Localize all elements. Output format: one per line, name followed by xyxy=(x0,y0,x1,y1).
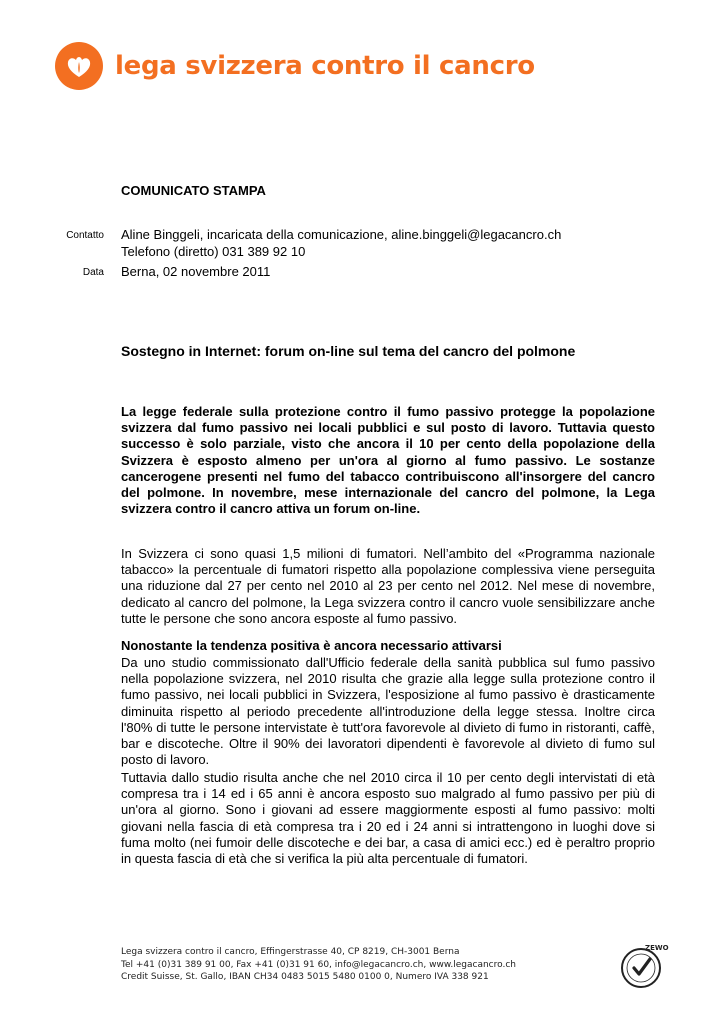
brand-name: lega svizzera contro il cancro xyxy=(115,51,535,81)
body-paragraph: In Svizzera ci sono quasi 1,5 milioni di fumatori. Nell’ambito del «Programma nazionale tabacco» la percentuale di fumatori rispetto alla popolazione complessiva viene perseguita una riduzione dal 27 per cento nel 2010 al 23 per cento nel 2012. Nel mese di novembre, dedicato al cancro del polmone, la Lega svizzera contro il cancro vuole sensibilizzare anche tutte le persone che sono ancora esposte al fumo passivo. xyxy=(121,546,655,626)
footer-line: Credit Suisse, St. Gallo, IBAN CH34 0483 5015 5480 0100 0, Numero IVA 338 921 xyxy=(121,972,489,982)
section-subheading: Nonostante la tendenza positiva è ancora necessario attivarsi xyxy=(121,638,502,653)
body-paragraph: Da uno studio commissionato dall'Ufficio federale della sanità pubblica sul fumo passivo nella popolazione svizzera, nel 2010 risulta che grazie alla legge sulla protezione contro il fumo passivo, nei locali pubblici in Svizzera, l'esposizione al fumo passivo è drasticamente diminuita rispetto al periodo precedente all'introduzione della legge stessa. Inoltre circa l'80% di tutte le persone intervistate è tutt'ora favorevole al divieto di fumo in ristoranti, caffè, bar e discoteche. Oltre il 90% dei lavoratori dipendenti è favorevole al divieto di fumo sul posto di lavoro. xyxy=(121,655,655,768)
brand-logo xyxy=(55,42,535,90)
seal-label: ZEWO xyxy=(645,944,669,952)
lead-paragraph: La legge federale sulla protezione contro il fumo passivo protegge la popolazione svizzera dal fumo passivo nei locali pubblici e sul posto di lavoro. Tuttavia questo successo è solo parziale, visto che ancora il 10 per cento della popolazione della Svizzera è esposto almeno per un'ora al giorno al fumo passivo. Le sostanze cancerogene presenti nel fumo del tabacco contribuiscono all'insorgere del cancro del polmone. In novembre, mese internazionale del cancro del polmone, la Lega svizzera contro il cancro attiva un forum on-line. xyxy=(121,404,655,517)
date-value: Berna, 02 novembre 2011 xyxy=(121,264,271,279)
press-release-title: Sostegno in Internet: forum on-line sul tema del cancro del polmone xyxy=(121,343,576,359)
body-paragraph: Tuttavia dallo studio risulta anche che nel 2010 circa il 10 per cento degli intervistati di età compresa tra i 14 ed i 65 anni è ancora esposto suo malgrado al fumo passivo per più di un'ora al giorno. Sono i giovani ad essere maggiormente esposti al fumo passivo: molti giovani nella fascia di età compresa tra i 20 ed i 24 anni si intrattengono in luoghi dove si fuma molto (nei fumoir delle discoteche e dei bar, a casa di amici ecc.) ed è peraltro proprio in questa fascia di età che si verifica la più alta percentuale di fumatori. xyxy=(121,770,655,867)
footer-line: Lega svizzera contro il cancro, Effingerstrasse 40, CP 8219, CH-3001 Berna xyxy=(121,947,460,957)
phone-line: Telefono (diretto) 031 389 92 10 xyxy=(121,244,306,259)
footer-line: Tel +41 (0)31 389 91 00, Fax +41 (0)31 91 60, info@legacancro.ch, www.legacancro.ch xyxy=(121,959,516,970)
document-type: COMUNICATO STAMPA xyxy=(121,183,266,198)
contact-label: Contatto xyxy=(66,230,104,241)
date-label: Data xyxy=(82,267,104,278)
zewo-certification-seal-icon xyxy=(617,942,669,990)
contact-line: Aline Binggeli, incaricata della comunicazione, aline.binggeli@legacancro.ch xyxy=(121,227,562,242)
footer-address xyxy=(121,946,516,984)
contact-info xyxy=(121,226,561,260)
flower-heart-icon xyxy=(55,42,103,90)
